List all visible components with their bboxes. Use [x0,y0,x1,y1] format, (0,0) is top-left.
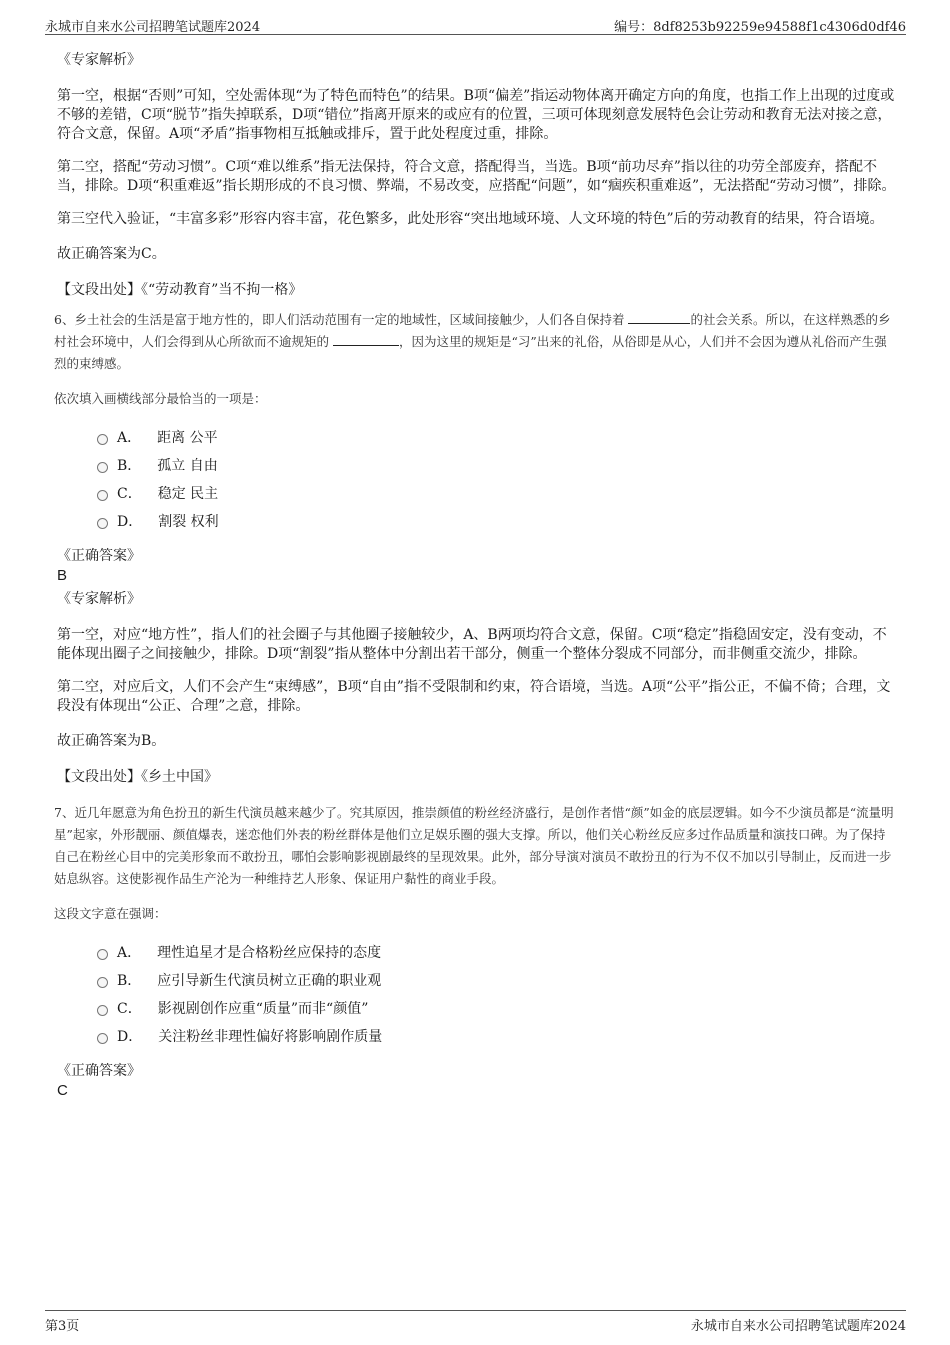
radio-icon[interactable] [97,949,108,960]
correct-answer-value: C [57,1082,68,1099]
radio-icon[interactable] [97,434,108,445]
question-7-text: 7、近几年愿意为角色扮丑的新生代演员越来越少了。究其原因，推崇颜值的粉丝经济盛行，是创作者惜“颜”如金的底层逻辑。如今不少演员都是“流量明星”起家，外形靓丽、颜值爆表，迷恋他们外表的粉丝群体是他们立足娱乐圈的强大支撑。所以，他们关心粉丝反应多过作品质量和演技口碑。为了保持自己在粉丝心目中的完美形象而不敢扮丑，哪怕会影响影视剧最终的呈现效果。此外，部分导演对演员不敢扮丑的行为不仅不加以引导制止，反而进一步姑息纵容。这使影视作品生产沦为一种维持艺人形象、保证用户黏性的商业手段。 [54,805,894,886]
analysis-paragraph: 第一空，对应“地方性”，指人们的社会圈子与其他圈子接触较少，A、B两项均符合文意，保留。C项“稳定”指稳固安定，没有变动，不能体现出圈子之间接触少，排除。D项“割裂”指从整体中分割出若干部分，侧重一个整体分裂成不同部分，而非侧重交流少，排除。 [57,627,887,662]
option-b[interactable]: B． 应引导新生代演员树立正确的职业观 [97,966,897,994]
option-c[interactable]: C． 影视剧创作应重“质量”而非“颜值” [97,994,897,1022]
question-7-prompt: 这段文字意在强调： [54,906,167,921]
correct-answer-label: 《正确答案》 [57,548,141,564]
page-footer [45,1310,906,1333]
radio-icon[interactable] [97,490,108,501]
option-a[interactable]: A． 距离 公平 [97,423,897,451]
option-c[interactable]: C． 稳定 民主 [97,479,897,507]
option-d[interactable]: D． 割裂 权利 [97,507,897,535]
analysis-paragraph: 第二空，对应后文，人们不会产生“束缚感”，B项“自由”指不受限制和约束，符合语境，当选。A项“公平”指公正，不偏不倚；合理，文段没有体现出“公正、合理”之意，排除。 [57,679,891,714]
question-6-prompt: 依次填入画横线部分最恰当的一项是： [54,391,267,406]
source-citation: 【文段出处】《“劳动教育”当不拘一格》 [57,282,303,298]
analysis-paragraph: 第三空代入验证，“丰富多彩”形容内容丰富，花色繁多，此处形容“突出地域环境、人文环境的特色”后的劳动教育的结果，符合语境。 [57,211,884,227]
fill-blank [628,311,690,324]
radio-icon[interactable] [97,977,108,988]
header-title: 永城市自来水公司招聘笔试题库2024 [45,20,261,35]
page-content [54,44,897,1099]
analysis-paragraph: 第一空，根据“否则”可知，空处需体现“为了特色而特色”的结果。B项“偏差”指运动物体离开确定方向的角度，也指工作上出现的过度或不够的差错，C项“脱节”指失掉联系，D项“错位”指离开原来的或应有的位置，三项可体现刻意发展特色会让劳动和教育无法对接之意，符合文意，保留。A项“矛盾”指事物相互抵触或排斥，置于此处程度过重，排除。 [57,88,895,142]
source-citation: 【文段出处】《乡土中国》 [57,769,218,785]
question-7-options [97,938,897,1050]
radio-icon[interactable] [97,1033,108,1044]
expert-analysis-label: 《专家解析》 [57,591,141,607]
option-b[interactable]: B． 孤立 自由 [97,451,897,479]
radio-icon[interactable] [97,518,108,529]
option-a[interactable]: A． 理性追星才是合格粉丝应保持的态度 [97,938,897,966]
header-code: 编号：8df8253b92259e94588f1c4306d0df46 [614,20,906,35]
option-d[interactable]: D． 关注粉丝非理性偏好将影响剧作质量 [97,1022,897,1050]
footer-title: 永城市自来水公司招聘笔试题库2024 [690,1319,906,1334]
page-header [45,14,906,35]
answer-statement: 故正确答案为B。 [57,733,166,749]
question-6-options [97,423,897,535]
radio-icon[interactable] [97,1005,108,1016]
expert-analysis-label: 《专家解析》 [57,52,141,68]
question-6-text: 6、乡土社会的生活是富于地方性的，即人们活动范围有一定的地域性，区域间接触少，人们各自保持着 的社会关系。所以，在这样熟悉的乡村社会环境中，人们会得到从心所欲而不逾规矩的 ，因为这里的规矩是“习”出来的礼俗，从俗即是从心，人们并不会因为遵从礼俗而产生强烈的束缚感。 [54,312,891,371]
radio-icon[interactable] [97,462,108,473]
analysis-paragraph: 第二空，搭配“劳动习惯”。C项“难以维系”指无法保持，符合文意，搭配得当，当选。B项“前功尽弃”指以往的功劳全部废弃，搭配不当，排除。D项“积重难返”指长期形成的不良习惯、弊端，不易改变，应搭配“问题”，如“痼疾积重难返”，无法搭配“劳动习惯”，排除。 [57,159,896,194]
fill-blank [333,333,399,346]
correct-answer-value: B [57,567,68,584]
correct-answer-label: 《正确答案》 [57,1063,141,1079]
answer-statement: 故正确答案为C。 [57,246,166,262]
page-number: 第3页 [45,1319,80,1334]
